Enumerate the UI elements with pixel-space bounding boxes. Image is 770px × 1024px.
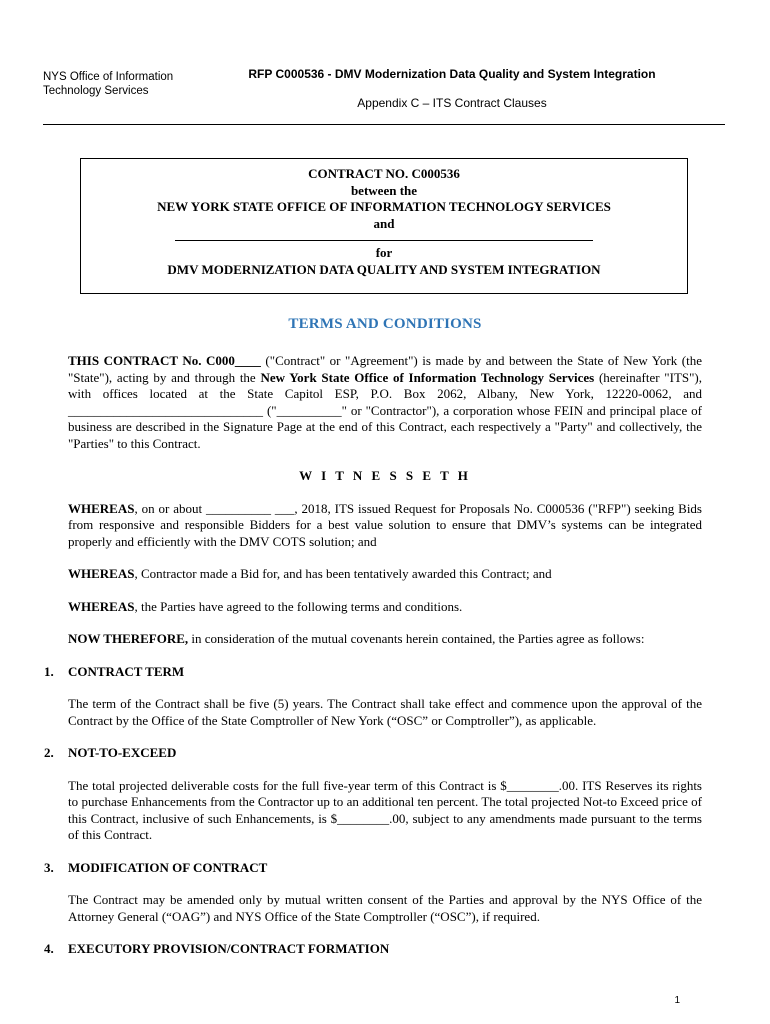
section-1-number: 1.: [44, 663, 54, 679]
section-1-text: The term of the Contract shall be five (5) years. The Contract shall take effect and commence upon the approval of the Contract by the Office of the State Comptroller of New York (“OSC” or Comptroller”), as applicable.: [68, 696, 702, 728]
section-2-title: NOT-TO-EXCEED: [68, 745, 177, 760]
intro-blank-long: ______________________________: [68, 402, 263, 418]
header-divider: [43, 124, 725, 125]
intro-lead: THIS CONTRACT No. C000: [68, 353, 235, 368]
contract-number: CONTRACT NO. C000536: [308, 166, 460, 181]
section-4-title: EXECUTORY PROVISION/CONTRACT FORMATION: [68, 941, 390, 956]
now-therefore-text: in consideration of the mutual covenants herein contained, the Parties agree as follows:: [188, 631, 645, 646]
section-2-number: 2.: [44, 745, 54, 760]
contract-between: between the: [350, 182, 418, 198]
appendix-title: Appendix C – ITS Contract Clauses: [357, 96, 547, 110]
whereas-1-bold: WHEREAS: [68, 500, 135, 516]
now-therefore-bold: NOW THEREFORE,: [68, 631, 189, 646]
contract-agency: NEW YORK STATE OFFICE OF INFORMATION TECHNOLOGY SERVICES: [157, 199, 611, 214]
intro-text-1: ("Contract" or "Agreement") is made by and between the State of New York (the "State"), acting by and through the: [68, 353, 702, 385]
section-4-heading: [44, 941, 702, 958]
intro-its: New York State Office of Information Technology Services: [260, 369, 595, 385]
witnesseth: W I T N E S S E T H: [299, 468, 471, 483]
section-1-title: CONTRACT TERM: [68, 663, 185, 679]
whereas-2: [68, 566, 702, 583]
header-organization: [43, 70, 173, 98]
whereas-3-text: , the Parties have agreed to the following terms and conditions.: [134, 598, 463, 614]
section-1-heading: [44, 663, 702, 681]
contract-project: DMV MODERNIZATION DATA QUALITY AND SYSTEM INTEGRATION: [167, 261, 601, 277]
terms-heading: TERMS AND CONDITIONS: [288, 316, 482, 332]
section-3-title: MODIFICATION OF CONTRACT: [68, 859, 268, 875]
section-3-number: 3.: [44, 859, 54, 875]
section-2-text: The total projected deliverable costs for the full five-year term of this Contract is $________.00. ITS Reserves its rights to purchase Enhancements from the Contractor up to an additional ten percent. The total projected Not-to Exceed price of this Contract, inclusive of such Enhancements, is $________.00, subject to any amendments made pursuant to the terms of this Contract.: [68, 777, 702, 842]
section-4-number: 4.: [44, 941, 54, 956]
contract-box: [80, 158, 688, 294]
rfp-title: RFP C000536 - DMV Modernization Data Quality and System Integration: [248, 67, 656, 81]
intro-blank: ____: [234, 353, 261, 368]
whereas-3: [68, 599, 702, 616]
intro-paragraph: [68, 353, 702, 452]
contractor-blank-line: [175, 240, 593, 241]
intro-text-3: ("__________" or "Contractor"), a corporation whose FEIN and principal place of business are described in the Signature Page at the end of this Contract, each respectively a "Party" and collectively, the "Parties" to this Contract.: [68, 402, 702, 451]
contract-body: [44, 353, 702, 958]
section-2-heading: [44, 745, 702, 762]
now-therefore: [68, 631, 702, 648]
intro-text-2: (hereinafter "ITS"), with offices located at the State Capitol ESP, P.O. Box 2062, Albany, New York, 12220-0062, and: [68, 369, 702, 401]
whereas-1: [68, 501, 702, 551]
contract-for: for: [375, 245, 393, 260]
whereas-3-bold: WHEREAS: [68, 598, 135, 614]
header-org-line1: NYS Office of Information: [43, 71, 174, 83]
whereas-2-bold: WHEREAS: [68, 566, 135, 581]
contract-and: and: [373, 215, 395, 231]
whereas-1-text: , on or about __________ ___, 2018, ITS issued Request for Proposals No. C000536 ("RFP") seeking Bids from responsive and responsible Bidders for a best value solution to ensure that DMV’s systems can be integrated properly and efficiently with the DMV COTS solution; and: [68, 500, 702, 549]
header-org-line2: Technology Services: [43, 85, 149, 97]
whereas-2-text: , Contractor made a Bid for, and has been tentatively awarded this Contract; and: [134, 566, 552, 581]
section-3-text: The Contract may be amended only by mutual written consent of the Parties and approval by the NYS Office of the Attorney General (“OAG”) and NYS Office of the State Comptroller (“OSC”), if required.: [68, 892, 702, 924]
section-3-heading: [44, 859, 702, 877]
page-number: 1: [674, 995, 680, 1006]
